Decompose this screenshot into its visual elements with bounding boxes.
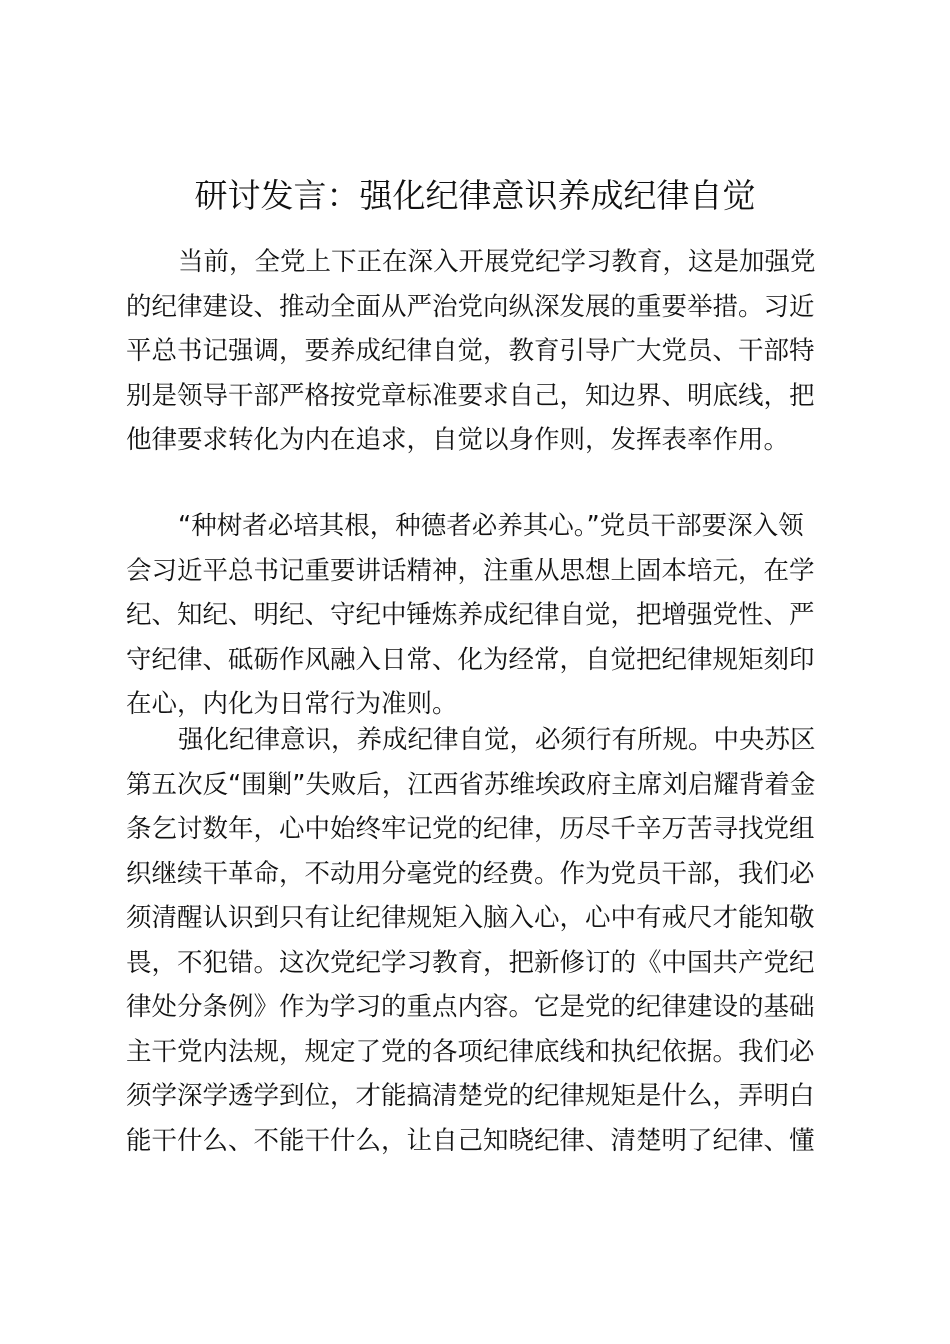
paragraph-line: 平总书记强调，要养成纪律自觉，教育引导广大党员、干部特: [126, 336, 815, 366]
paragraph-3: [126, 718, 846, 1163]
paragraph-line: 强化纪律意识，养成纪律自觉，必须行有所规。中央苏区: [178, 725, 816, 755]
paragraph-line: 织继续干革命，不动用分毫党的经费。作为党员干部，我们必: [126, 858, 815, 889]
paragraph-line: 纪、知纪、明纪、守纪中锤炼养成纪律自觉，把增强党性、严: [126, 600, 815, 630]
paragraph-line: 在心，内化为日常行为准则。: [126, 689, 458, 719]
page-title: 研讨发言：强化纪律意识养成纪律自觉: [194, 176, 756, 215]
paragraph-line: 别是领导干部严格按党章标准要求自己，知边界、明底线，把: [126, 380, 815, 411]
paragraph-line: 须清醒认识到只有让纪律规矩入脑入心，心中有戒尺才能知敬: [126, 903, 815, 933]
paragraph-2: [126, 504, 846, 727]
paragraph-line: 须学深学透学到位，才能搞清楚党的纪律规矩是什么，弄明白: [126, 1081, 815, 1111]
paragraph-line: 主干党内法规，规定了党的各项纪律底线和执纪依据。我们必: [126, 1036, 815, 1067]
paragraph-line: 能干什么、不能干什么，让自己知晓纪律、清楚明了纪律、懂: [126, 1125, 815, 1156]
paragraph-line: “种树者必培其根，种德者必养其心。”党员干部要深入领: [178, 511, 804, 541]
paragraph-line: 第五次反“围剿”失败后，江西省苏维埃政府主席刘启耀背着金: [126, 769, 816, 800]
paragraph-line: 的纪律建设、推动全面从严治党向纵深发展的重要举措。习近: [126, 291, 815, 322]
paragraph-line: 律处分条例》作为学习的重点内容。它是党的纪律建设的基础: [126, 992, 815, 1022]
paragraph-line: 畏，不犯错。这次党纪学习教育，把新修订的《中国共产党纪: [126, 947, 815, 978]
paragraph-line: 他律要求转化为内在追求，自觉以身作则，发挥表率作用。: [126, 425, 790, 455]
paragraph-line: 当前，全党上下正在深入开展党纪学习教育，这是加强党: [178, 247, 816, 277]
paragraph-line: 守纪律、砥砺作风融入日常、化为经常，自觉把纪律规矩刻印: [126, 644, 815, 675]
paragraph-line: 会习近平总书记重要讲话精神，注重从思想上固本培元，在学: [126, 555, 815, 586]
paragraph-1: [126, 240, 846, 463]
paragraph-line: 条乞讨数年，心中始终牢记党的纪律，历尽千辛万苦寻找党组: [126, 814, 815, 844]
